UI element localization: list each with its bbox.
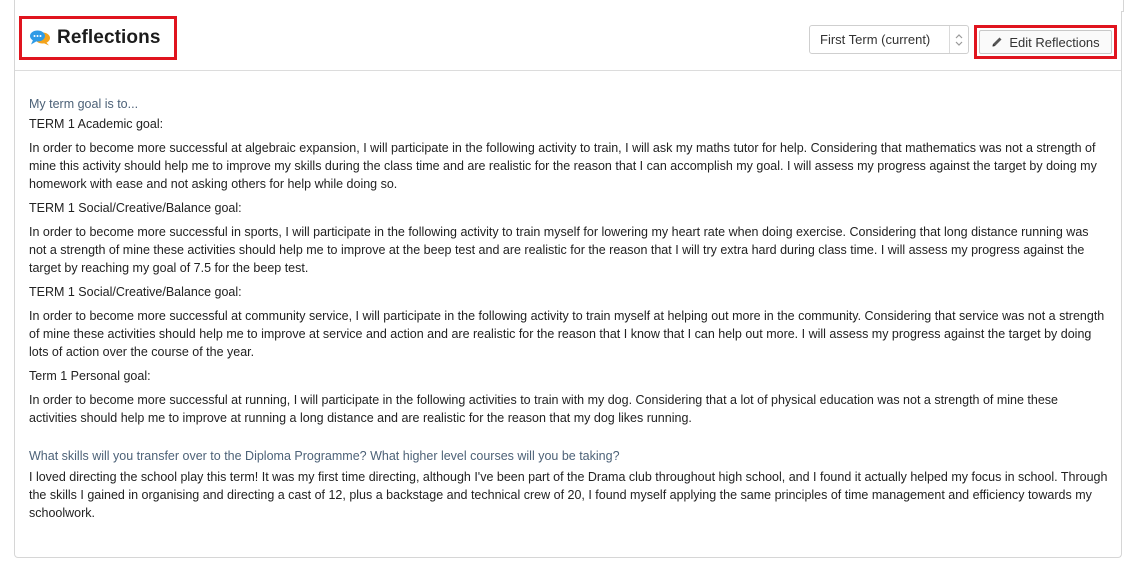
reflections-content [29, 83, 1109, 522]
goal-label: TERM 1 Social/Creative/Balance goal: [29, 201, 242, 215]
edit-button-highlight [974, 25, 1117, 59]
goal-label: TERM 1 Academic goal: [29, 117, 164, 131]
goal-label: TERM 1 Social/Creative/Balance goal: [29, 285, 242, 299]
edit-reflections-label: Edit Reflections [1009, 34, 1100, 50]
reflections-panel [14, 11, 1122, 558]
select-arrows-icon[interactable] [949, 26, 968, 53]
question-term-goal: My term goal is to... [29, 97, 139, 111]
pencil-icon [991, 36, 1003, 48]
title-highlight [19, 16, 177, 60]
edit-reflections-button[interactable] [979, 30, 1112, 54]
skills-answer-text: I loved directing the school play this term! It was my first time directing, although I've been part of the Drama club throughout high school, and I found it actually helped my focus in school. Through the skills I gained in organising and directing a cast of 12, plus a backstage and technical crew of 20, I found myself applying the same principles of time management and efficiency towards my schoolwork. [29, 470, 1108, 520]
panel-header [15, 11, 1121, 71]
question-skills-transfer: What skills will you transfer over to the Diploma Programme? What higher level courses will you be taking? [29, 449, 620, 463]
goal-label: Term 1 Personal goal: [29, 369, 151, 383]
goal-text: In order to become more successful at running, I will participate in the following activities to train with my dog. Considering that a lot of physical education was not a strength of mine these activities should help me to improve at running a long distance and are realistic for the reason that my dog likes running. [29, 393, 1059, 425]
goal-text: In order to become more successful at algebraic expansion, I will participate in the following activity to train, I will ask my maths tutor for help. Considering that mathematics was not a strength of mine this activity should help me to improve my skills during the class time and are realistic for the reason that I can accomplish my goal. I will assess my progress against the target by doing my homework with ease and not asking others for help while doing so. [29, 141, 1097, 191]
term-select-value: First Term (current) [820, 32, 931, 47]
goal-text: In order to become more successful in sports, I will participate in the following activity to train myself for lowering my heart rate when doing exercise. Considering that long distance running was not a strength of mine these activities should help me to improve at the beep test and are realistic for the reason that I will try extra hard during class time. I will assess my progress against the target by reaching my goal of 7.5 for the beep test. [29, 225, 1089, 275]
goal-text: In order to become more successful at community service, I will participate in the following activity to train myself at helping out more in the community. Considering that service was not a strength of mine these activities should help me to improve at service and action and are realistic for the reason that I know that I can help out more. I will assess my progress against the target by doing lots of action over the course of the year. [29, 309, 1105, 359]
term-select[interactable] [809, 25, 969, 54]
speech-bubbles-icon [29, 29, 51, 47]
page-title: Reflections [57, 27, 161, 48]
